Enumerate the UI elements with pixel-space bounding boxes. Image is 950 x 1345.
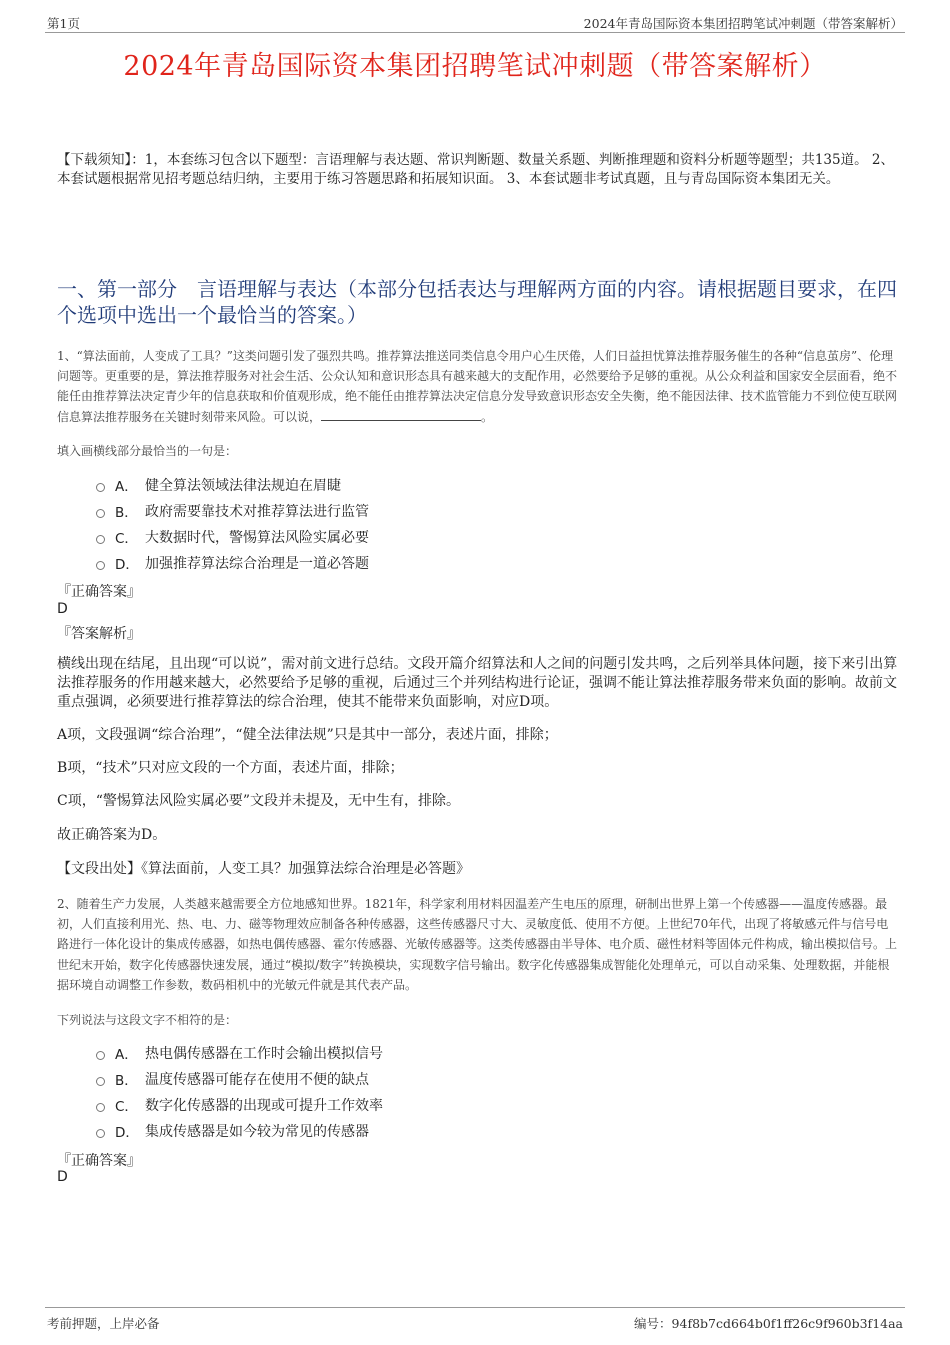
- option-c[interactable]: [96, 524, 369, 550]
- radio-icon[interactable]: [96, 1129, 105, 1138]
- option-letter: C．: [115, 531, 138, 547]
- document-title: 2024年青岛国际资本集团招聘笔试冲刺题（带答案解析）: [123, 51, 827, 82]
- question-1-body: 1、“算法面前，人变成了工具？”这类问题引发了强烈共鸣。推荐算法推送同类信息令用户心生厌倦，人们日益担忧算法推荐服务催生的各种“信息茧房”、伦理问题等。更重要的是，算法推荐服务对社会生活、公众认知和意识形态具有越来越大的支配作用，必然要给予足够的重视。从公众利益和国家安全层面看，绝不能任由推荐算法决定青少年的信息获取和价值观形成，绝不能任由推荐算法决定信息分发导致意识形态安全失衡，绝不能因法律、技术监管能力不到位使互联网信息算法推荐服务在关键时刻带来风险。可以说，: [57, 349, 898, 424]
- answer-label: 『正确答案』: [57, 584, 141, 600]
- option-a[interactable]: [96, 472, 369, 498]
- radio-icon[interactable]: [96, 535, 105, 544]
- analysis-conclusion: 故正确答案为D。: [57, 827, 167, 843]
- radio-icon[interactable]: [96, 509, 105, 518]
- option-text: 政府需要靠技术对推荐算法进行监管: [145, 504, 369, 520]
- answer-label: 『正确答案』: [57, 1153, 141, 1169]
- option-letter: A．: [115, 479, 138, 495]
- option-text: 大数据时代，警惕算法风险实属必要: [145, 530, 369, 546]
- analysis-paragraph: 横线出现在结尾，且出现“可以说”，需对前文进行总结。文段开篇介绍算法和人之间的问题引发共鸣，之后列举具体问题，接下来引出算法推荐服务的作用越来越大，必然要给予足够的重视，后通过三个并列结构进行论证，强调不能让算法推荐服务带来负面的影响。故前文重点强调，必须要进行推荐算法的综合治理，使其不能带来负面影响，对应D项。: [57, 656, 898, 710]
- document-id: 编号：94f8b7cd664b0f1ff26c9f960b3f14aa: [634, 1316, 903, 1331]
- option-text: 温度传感器可能存在使用不便的缺点: [145, 1072, 369, 1088]
- header-doc-title: 2024年青岛国际资本集团招聘笔试冲刺题（带答案解析）: [583, 16, 903, 31]
- page-header: [45, 12, 905, 33]
- option-text: 热电偶传感器在工作时会输出模拟信号: [145, 1046, 383, 1062]
- question-2-options: [96, 1040, 383, 1144]
- option-d[interactable]: [96, 1118, 383, 1144]
- question-1-text: [57, 346, 899, 427]
- option-letter: A．: [115, 1047, 138, 1063]
- option-b[interactable]: [96, 1066, 383, 1092]
- footer-slogan: 考前押题，上岸必备: [47, 1316, 160, 1331]
- answer-value: D: [57, 601, 68, 617]
- question-2-text: 2、随着生产力发展，人类越来越需要全方位地感知世界。1821年，科学家利用材料因温差产生电压的原理，研制出世界上第一个传感器——温度传感器。最初，人们直接利用光、热、电、力、磁等物理效应制备各种传感器，这些传感器尺寸大、灵敏度低、使用不方便。上世纪70年代，出现了将敏感元件与信号电路进行一体化设计的集成传感器，如热电偶传感器、霍尔传感器、光敏传感器等。这类传感器由半导体、电介质、磁性材料等固体元件构成，输出模拟信号。上世纪末开始，数字化传感器快速发展，通过“模拟/数字”转换模块，实现数字信号输出。数字化传感器集成智能化处理单元，可以自动采集、处理数据，并能根据环境自动调整工作参数，数码相机中的光敏元件就是其代表产品。: [57, 897, 898, 992]
- option-text: 集成传感器是如今较为常见的传感器: [145, 1124, 369, 1140]
- source-citation: 【文段出处】《算法面前，人变工具？加强算法综合治理是必答题》: [57, 861, 470, 877]
- option-letter: B．: [115, 505, 138, 521]
- question-2-prompt: 下列说法与这段文字不相符的是：: [57, 1013, 238, 1027]
- option-text: 加强推荐算法综合治理是一道必答题: [145, 556, 369, 572]
- page-number: 第1页: [47, 16, 80, 31]
- option-text: 健全算法领域法律法规迫在眉睫: [145, 478, 341, 494]
- option-letter: B．: [115, 1073, 138, 1089]
- analysis-option-c: C项，“警惕算法风险实属必要”文段并未提及，无中生有，排除。: [57, 793, 461, 809]
- radio-icon[interactable]: [96, 1051, 105, 1060]
- question-1-options: [96, 472, 369, 576]
- analysis-label: 『答案解析』: [57, 626, 141, 642]
- radio-icon[interactable]: [96, 1103, 105, 1112]
- option-d[interactable]: [96, 550, 369, 576]
- download-notice: 【下载须知】：1，本套练习包含以下题型：言语理解与表达题、常识判断题、数量关系题、判断推理题和资料分析题等题型；共135道。 2、本套试题根据常见招考题总结归纳，主要用于练习答题思路和拓展知识面。 3、本套试题非考试真题，且与青岛国际资本集团无关。: [57, 152, 894, 187]
- fill-blank-line: [321, 408, 481, 421]
- option-b[interactable]: [96, 498, 369, 524]
- option-text: 数字化传感器的出现或可提升工作效率: [145, 1098, 383, 1114]
- answer-value: D: [57, 1169, 68, 1185]
- option-a[interactable]: [96, 1040, 383, 1066]
- page-footer: [45, 1307, 905, 1330]
- analysis-option-a: A项，文段强调“综合治理”，“健全法律法规”只是其中一部分，表述片面，排除；: [57, 727, 558, 743]
- option-letter: D．: [115, 1125, 139, 1141]
- radio-icon[interactable]: [96, 1077, 105, 1086]
- radio-icon[interactable]: [96, 483, 105, 492]
- radio-icon[interactable]: [96, 561, 105, 570]
- question-1-prompt: 填入画横线部分最恰当的一句是：: [57, 444, 238, 458]
- option-letter: C．: [115, 1099, 138, 1115]
- option-c[interactable]: [96, 1092, 383, 1118]
- option-letter: D．: [115, 557, 139, 573]
- analysis-option-b: B项，“技术”只对应文段的一个方面，表述片面，排除；: [57, 760, 404, 776]
- question-1-end: 。: [481, 409, 494, 424]
- section-heading: 一、第一部分 言语理解与表达（本部分包括表达与理解两方面的内容。请根据题目要求，在四个选项中选出一个最恰当的答案。）: [57, 277, 897, 327]
